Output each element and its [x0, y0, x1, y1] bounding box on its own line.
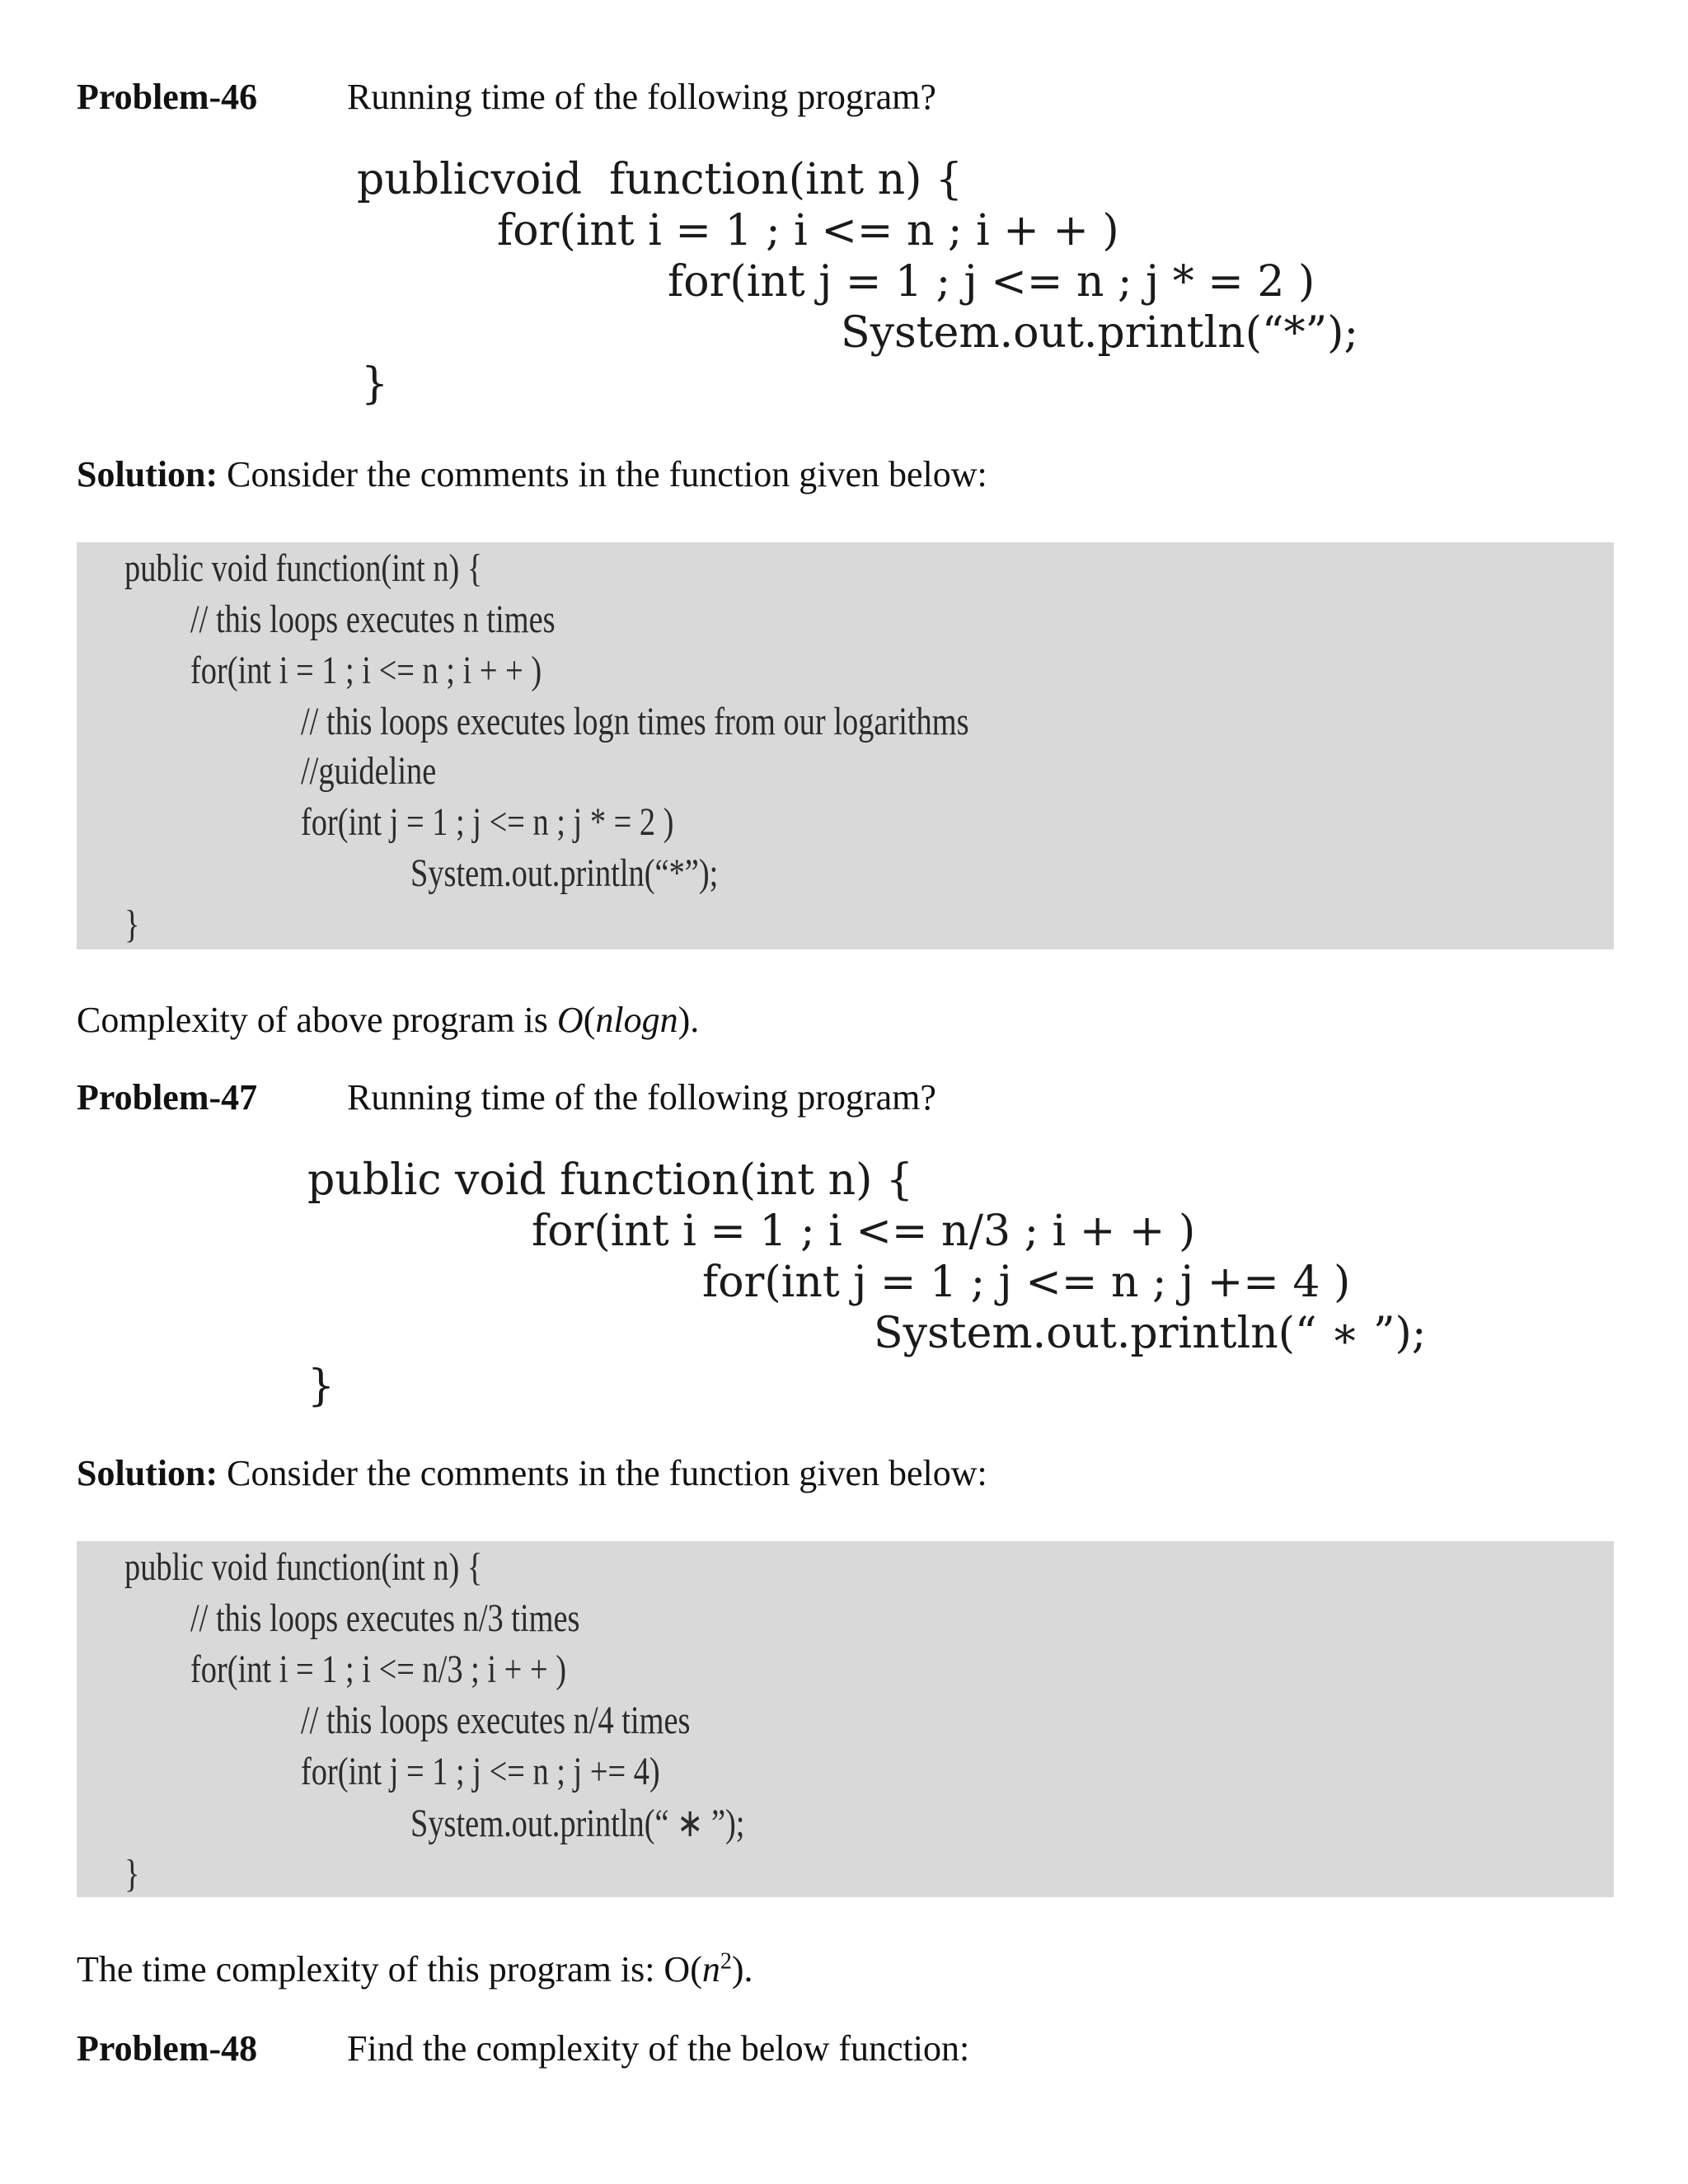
problem-47-question: Running time of the following program?	[347, 1077, 936, 1118]
code-line: }	[124, 902, 140, 946]
problem-46-solution-code-box	[77, 542, 1614, 949]
solution-text: Consider the comments in the function given below:	[218, 1453, 987, 1493]
code-line: public void function(int n) {	[307, 1155, 914, 1205]
conclusion-text: The time complexity of this program is: O(	[77, 1949, 702, 1990]
code-line: for(int i = 1 ; i <= n/3 ; i + + )	[190, 1647, 566, 1691]
problem-47-label: Problem-47	[77, 1077, 258, 1118]
code-comment: // this loops executes n/3 times	[190, 1596, 580, 1640]
problem-46-solution	[77, 453, 987, 495]
problem-47-solution-code-box	[77, 1541, 1614, 1897]
conclusion-exponent: 2	[720, 1948, 732, 1975]
conclusion-suffix: ).	[731, 1949, 753, 1990]
code-line: System.out.println(“*”);	[410, 851, 719, 895]
problem-46-label: Problem-46	[77, 77, 258, 117]
code-line: for(int j = 1 ; j <= n ; j += 4 )	[702, 1258, 1351, 1307]
conclusion-expr: nlogn	[595, 1000, 678, 1040]
conclusion-text: Complexity of above program is	[77, 1000, 557, 1040]
conclusion-suffix: ).	[678, 1000, 700, 1040]
code-line: }	[307, 1361, 335, 1411]
code-line: System.out.println(“*”);	[841, 308, 1358, 358]
conclusion-big-o: O	[556, 1000, 584, 1040]
problem-48-label: Problem-48	[77, 2028, 258, 2069]
code-line: public void function(int n) {	[124, 1545, 483, 1589]
code-line: for(int j = 1 ; j <= n ; j * = 2 )	[301, 800, 674, 844]
conclusion-var: n	[701, 1949, 720, 1990]
problem-48-question: Find the complexity of the below function:	[347, 2028, 970, 2069]
solution-label: Solution:	[77, 454, 218, 494]
problem-47-conclusion	[77, 1948, 753, 1990]
code-line: for(int j = 1 ; j <= n ; j += 4)	[301, 1750, 660, 1793]
code-comment: // this loops executes logn times from our logarithms	[301, 700, 969, 743]
problem-46-conclusion	[77, 999, 699, 1041]
code-line: }	[361, 359, 389, 409]
code-comment: //guideline	[301, 749, 437, 793]
code-comment: // this loops executes n/4 times	[301, 1699, 691, 1742]
code-line: publicvoid function(int n) {	[357, 155, 964, 204]
code-line: for(int j = 1 ; j <= n ; j * = 2 )	[668, 257, 1315, 307]
solution-text: Consider the comments in the function given below:	[218, 454, 987, 494]
problem-46-question: Running time of the following program?	[347, 77, 936, 117]
code-comment: // this loops executes n times	[190, 598, 556, 641]
code-line: System.out.println(“ ∗ ”);	[410, 1802, 745, 1845]
code-line: }	[124, 1852, 140, 1896]
code-line: for(int i = 1 ; i <= n ; i + + )	[497, 206, 1119, 255]
code-line: for(int i = 1 ; i <= n/3 ; i + + )	[532, 1207, 1196, 1256]
code-line: System.out.println(“ ∗ ”);	[874, 1309, 1427, 1358]
problem-47-solution	[77, 1452, 987, 1494]
code-line: public void function(int n) {	[124, 546, 483, 590]
solution-label: Solution:	[77, 1453, 218, 1493]
conclusion-paren: (	[583, 1000, 596, 1040]
code-line: for(int i = 1 ; i <= n ; i + + )	[190, 649, 542, 692]
